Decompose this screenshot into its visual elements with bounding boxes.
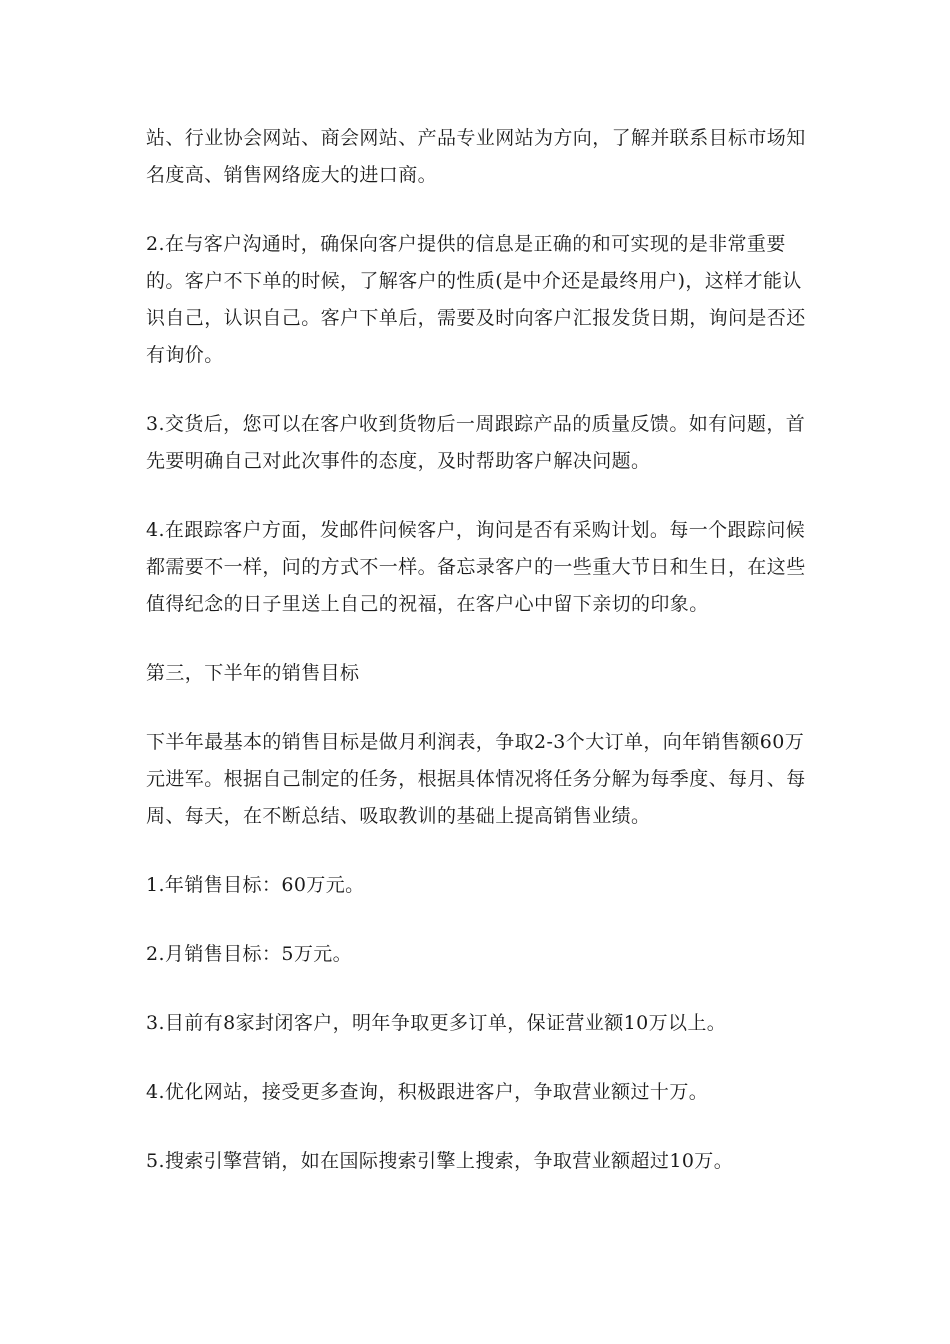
- list-item-2: 2.月销售目标：5万元。: [146, 943, 353, 965]
- paragraph-1: 站、行业协会网站、商会网站、产品专业网站为方向，了解并联系目标市场知名度高、销售网络庞大的进口商。: [146, 127, 806, 186]
- paragraph-4: 4.在跟踪客户方面，发邮件问候客户，询问是否有采购计划。每一个跟踪问候都需要不一样，问的方式不一样。备忘录客户的一些重大节日和生日，在这些值得纪念的日子里送上自己的祝福，在客户心中留下亲切的印象。: [146, 519, 806, 615]
- section-heading: 第三，下半年的销售目标: [146, 662, 360, 684]
- document-body: [146, 120, 806, 1212]
- list-item-3: 3.目前有8家封闭客户，明年争取更多订单，保证营业额10万以上。: [146, 1012, 727, 1034]
- list-item-1: 1.年销售目标：60万元。: [146, 874, 365, 896]
- list-item-4: 4.优化网站，接受更多查询，积极跟进客户，争取营业额过十万。: [146, 1081, 709, 1103]
- list-item-5: 5.搜索引擎营销，如在国际搜索引擎上搜索，争取营业额超过10万。: [146, 1150, 734, 1172]
- paragraph-5: 下半年最基本的销售目标是做月利润表，争取2-3个大订单，向年销售额60万元进军。根据自己制定的任务，根据具体情况将任务分解为每季度、每月、每周、每天，在不断总结、吸取教训的基础上提高销售业绩。: [146, 731, 806, 827]
- paragraph-2: 2.在与客户沟通时，确保向客户提供的信息是正确的和可实现的是非常重要的。客户不下单的时候，了解客户的性质(是中介还是最终用户)，这样才能认识自己，认识自己。客户下单后，需要及时向客户汇报发货日期，询问是否还有询价。: [146, 233, 806, 366]
- paragraph-3: 3.交货后，您可以在客户收到货物后一周跟踪产品的质量反馈。如有问题，首先要明确自己对此次事件的态度，及时帮助客户解决问题。: [146, 413, 806, 472]
